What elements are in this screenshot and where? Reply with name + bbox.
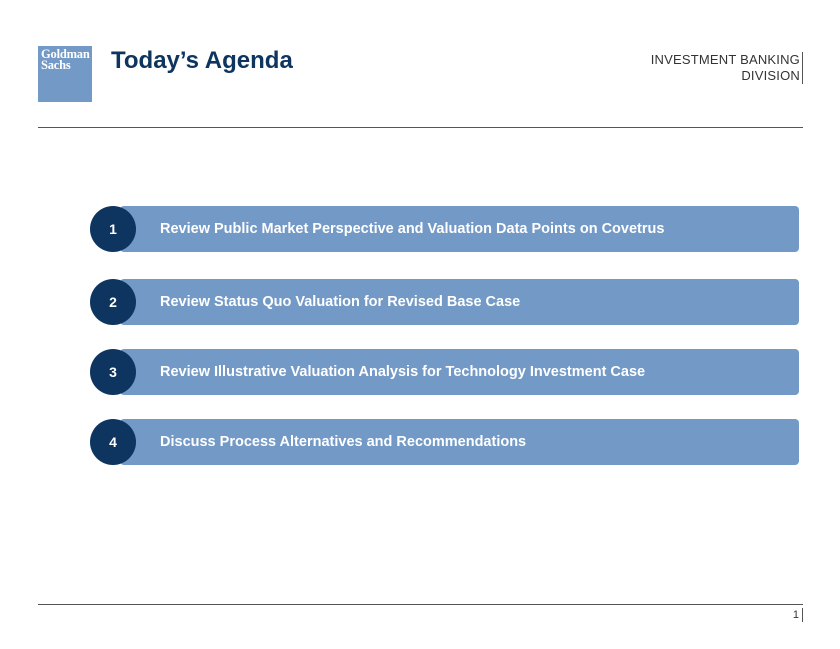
agenda-label: Discuss Process Alternatives and Recommendations xyxy=(160,434,527,450)
division-line-1: INVESTMENT BANKING xyxy=(650,52,800,67)
agenda-item-1 xyxy=(90,206,799,252)
page-title: Today’s Agenda xyxy=(111,47,293,74)
division-line-2: DIVISION xyxy=(741,68,800,83)
agenda-number-badge: 1 xyxy=(90,206,136,252)
agenda-item-2 xyxy=(90,279,799,325)
goldman-sachs-logo xyxy=(38,46,92,102)
footer-divider xyxy=(38,604,803,605)
agenda-number-badge: 3 xyxy=(90,349,136,395)
agenda-label: Review Public Market Perspective and Valuation Data Points on Covetrus xyxy=(160,221,665,237)
agenda-item-3 xyxy=(90,349,799,395)
agenda-number-badge: 4 xyxy=(90,419,136,465)
header-divider xyxy=(38,127,803,128)
division-label xyxy=(651,52,803,84)
logo-line-1: Goldman xyxy=(41,47,90,61)
logo-line-2: Sachs xyxy=(41,58,71,72)
agenda-item-4 xyxy=(90,419,799,465)
page-number: 1 xyxy=(793,608,803,622)
agenda-number-badge: 2 xyxy=(90,279,136,325)
agenda-label: Review Status Quo Valuation for Revised Base Case xyxy=(160,294,521,310)
agenda-label: Review Illustrative Valuation Analysis for Technology Investment Case xyxy=(160,364,646,380)
